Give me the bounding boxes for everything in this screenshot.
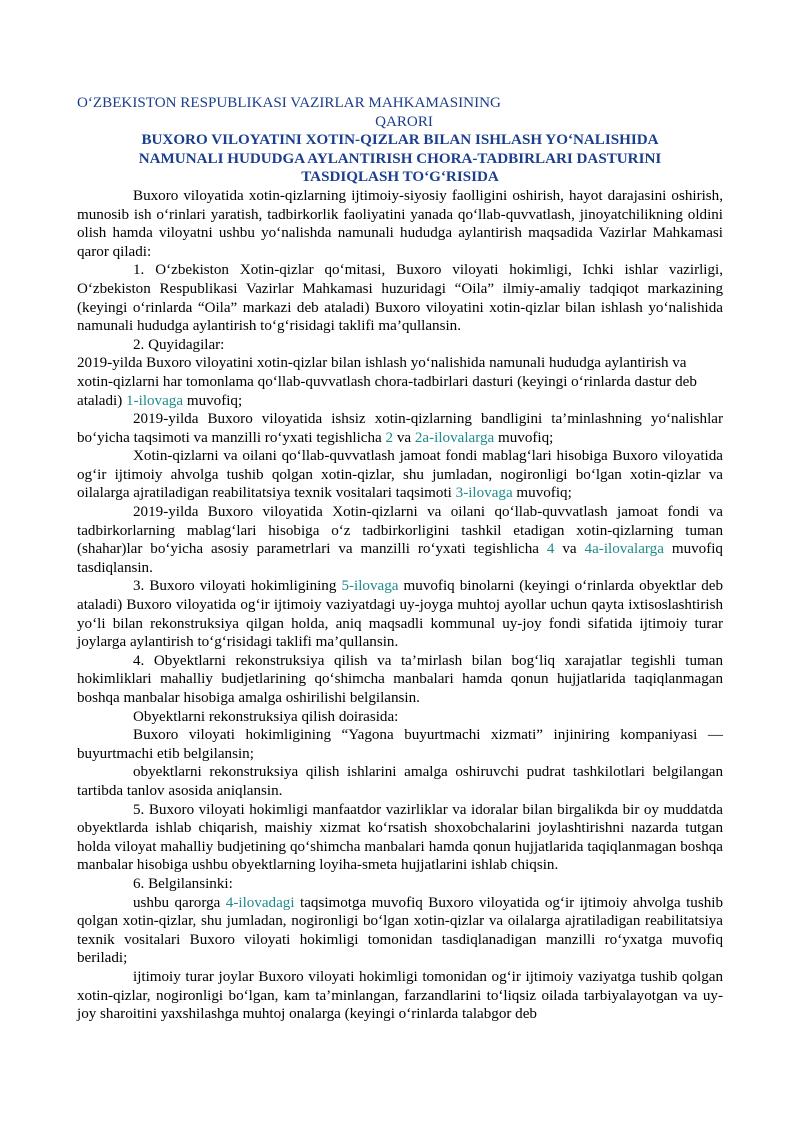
clause-6-item-1 xyxy=(77,894,723,968)
clause-2-item-3 xyxy=(77,447,723,503)
clause-1-paragraph: 1. O‘zbekiston Xotin-qizlar qo‘mitasi, Buxoro viloyati hokimligi, Ichki ishlar vazirligi, O‘zbekiston Respublikasi Vazirlar Mahkamasi huzuridagi “Oila” ilmiy-amaliy tadqiqot markazining (keyingi o‘rinlarda “Oila” markazi deb ataladi) Buxoro viloyatini xotin-qizlar bilan ishlash yo‘nalishida namunali hududga aylantirish to‘g‘risidagi taklifi ma’qullansin. xyxy=(77,262,723,335)
document-title xyxy=(77,131,723,187)
paragraph-text: 3. Buxoro viloyati hokimligining xyxy=(133,578,337,595)
clause-4-subheading: Obyektlarni rekonstruksiya qilish doirasida: xyxy=(133,708,399,725)
annex-2-link[interactable]: 2 xyxy=(385,429,394,446)
paragraph-tail: muvofiq; xyxy=(498,429,554,446)
clause-2-item-4 xyxy=(77,503,723,577)
clause-4-item-1: Buxoro viloyati hokimligining “Yagona buyurtmachi xizmati” injiniring kompaniyasi — buyurtmachi etib belgilansin; xyxy=(77,727,723,762)
annex-1-link[interactable]: 1-ilovaga xyxy=(126,392,184,409)
annex-3-link[interactable]: 3-ilovaga xyxy=(455,485,513,502)
clause-6-heading: 6. Belgilansinki: xyxy=(133,875,233,892)
paragraph-text: Xotin-qizlarni va oilani qo‘llab-quvvatlash jamoat fondi mablag‘lari hisobiga Buxoro viloyatida og‘ir ijtimoiy ahvolga tushib qolgan xotin-qizlar, shu jumladan, nogironligi bo‘lgan xotin-qizlar va oilalarga ajratiladigan reabilitatsiya texnik vositalari taqsimoti xyxy=(77,448,723,502)
preamble-paragraph: Buxoro viloyatida xotin-qizlarning ijtimoiy-siyosiy faolligini oshirish, hayot darajasini oshirish, munosib ish o‘rinlari yaratish, tadbirkorlik faoliyatini yanada qo‘llab-quvvatlash, jinoyatchilikning oldini olish hamda viloyatni ushbu yo‘nalishda namunali hududga aylantirish maqsadida Vazirlar Mahkamasi qaror qiladi: xyxy=(77,187,723,260)
paragraph-text: 2019-yilda Buxoro viloyatida Xotin-qizlarni va oilani qo‘llab-quvvatlash jamoat fondi va tadbirkorlarning mablag‘lari hisobiga o‘z tadbirkorligini tashkil etadigan xotin-qizlarning tuman (shahar)lar bo‘yicha asosiy parametrlari va manzilli ro‘yxati tegishlicha xyxy=(77,504,723,558)
paragraph-tail: muvofiq; xyxy=(516,485,572,502)
clause-2-heading: 2. Quyidagilar: xyxy=(133,336,225,353)
title-line: TASDIQLASH TO‘G‘RISIDA xyxy=(301,169,499,186)
paragraph-text: 2019-yilda Buxoro viloyatini xotin-qizlar bilan ishlash yo‘nalishida namunali hududga aylantirish va xotin-qizlarni har tomonlama qo‘llab-quvvatlash chora-tadbirlari dasturi (keyingi o‘rinlarda dastur deb ataladi) xyxy=(77,355,697,409)
annex-2a-link[interactable]: 2a-ilovalarga xyxy=(414,429,495,446)
issuing-organization: O‘ZBEKISTON RESPUBLIKASI VAZIRLAR MAHKAMASINING xyxy=(77,95,501,111)
paragraph-text: ushbu qarorga xyxy=(133,894,221,911)
clause-4-paragraph: 4. Obyektlarni rekonstruksiya qilish va ta’mirlash bilan bog‘liq xarajatlar tegishli tuman hokimliklari mahalliy budjetlarining qo‘shimcha manbalari hamda qonun hujjatlarida taqiqlanmagan boshqa manbalar hisobiga amalga oshirilishi belgilansin. xyxy=(77,652,723,706)
annex-4-link[interactable]: 4 xyxy=(546,541,555,558)
clause-3-paragraph xyxy=(77,577,723,651)
annex-4a-link[interactable]: 4a-ilovalarga xyxy=(584,541,664,558)
title-line: BUXORO VILOYATINI XOTIN-QIZLAR BILAN ISHLASH YO‘NALISHIDA xyxy=(141,132,659,149)
paragraph-tail: taqsimotga muvofiq Buxoro viloyatida og‘ir ijtimoiy ahvolga tushib qolgan xotin-qizlar, shu jumladan, nogironligi bo‘lgan xotin-qizlar va oilalarga ajratiladigan reabilitatsiya texnik vositalari Buxoro viloyati hokimligi tomonidan tasdiqlanadigan manzilli ro‘yxatga muvofiq beriladi; xyxy=(77,894,723,967)
annex-4-ref-link[interactable]: 4-ilovadagi xyxy=(225,894,295,911)
clause-5-paragraph: 5. Buxoro viloyati hokimligi manfaatdor vazirliklar va idoralar bilan birgalikda bir oy muddatda obyektlarda ishlab chiqarish, maishiy xizmat ko‘rsatish shoxobchalarini joylashtirishni nazarda tutgan holda viloyat mahalliy budjetining qo‘shimcha manbalari hamda qonun hujjatlarida taqiqlanmagan boshqa manbalar hisobiga ushbu obyektlarning loyiha-smeta hujjatlarini ishlab chiqsin. xyxy=(77,801,723,874)
paragraph-connector: va xyxy=(562,541,577,558)
paragraph-tail: muvofiq tasdiqlansin. xyxy=(77,541,723,576)
document-page xyxy=(77,94,723,1024)
paragraph-connector: va xyxy=(396,429,412,446)
title-line: NAMUNALI HUDUDGA AYLANTIRISH CHORA-TADBIRLARI DASTURINI xyxy=(138,150,662,167)
clause-4-item-2: obyektlarni rekonstruksiya qilish ishlarini amalga oshiruvchi pudrat tashkilotlari belgilangan tartibda tanlov asosida aniqlansin. xyxy=(77,764,723,799)
clause-6-item-2: ijtimoiy turar joylar Buxoro viloyati hokimligi tomonidan og‘ir ijtimoiy vaziyatga tushib qolgan xotin-qizlar, nogironligi bo‘lgan, kam ta’minlangan, farzandlarini to‘liqsiz oilada tarbiyalayotgan va uy-joy sharoitini yaxshilashga muhtoj onalarga (keyingi o‘rinlarda talabgor deb xyxy=(77,968,723,1023)
document-type: QARORI xyxy=(375,113,433,130)
clause-2-item-2 xyxy=(77,410,723,447)
paragraph-tail: muvofiq binolarni (keyingi o‘rinlarda obyektlar deb ataladi) Buxoro viloyatida og‘ir ijtimoiy vaziyatdagi uy-joyga muhtoj ayollar uchun qayta ixtisoslashtirish yo‘li bilan rekonstruksiya qilgan holda, aniq maqsadli kommunal uy-joy fondi sifatida ijtimoiy turar joylarga aylantirish to‘g‘risidagi taklifi ma’qullansin. xyxy=(77,578,724,651)
paragraph-text: 2019-yilda Buxoro viloyatida ishsiz xotin-qizlarning bandligini ta’minlashning yo‘nalishlar bo‘yicha taqsimoti va manzilli ro‘yxati tegishlicha xyxy=(77,411,723,446)
paragraph-tail: muvofiq; xyxy=(186,392,243,409)
annex-5-link[interactable]: 5-ilovaga xyxy=(341,578,399,595)
clause-2-item-1 xyxy=(77,354,723,410)
